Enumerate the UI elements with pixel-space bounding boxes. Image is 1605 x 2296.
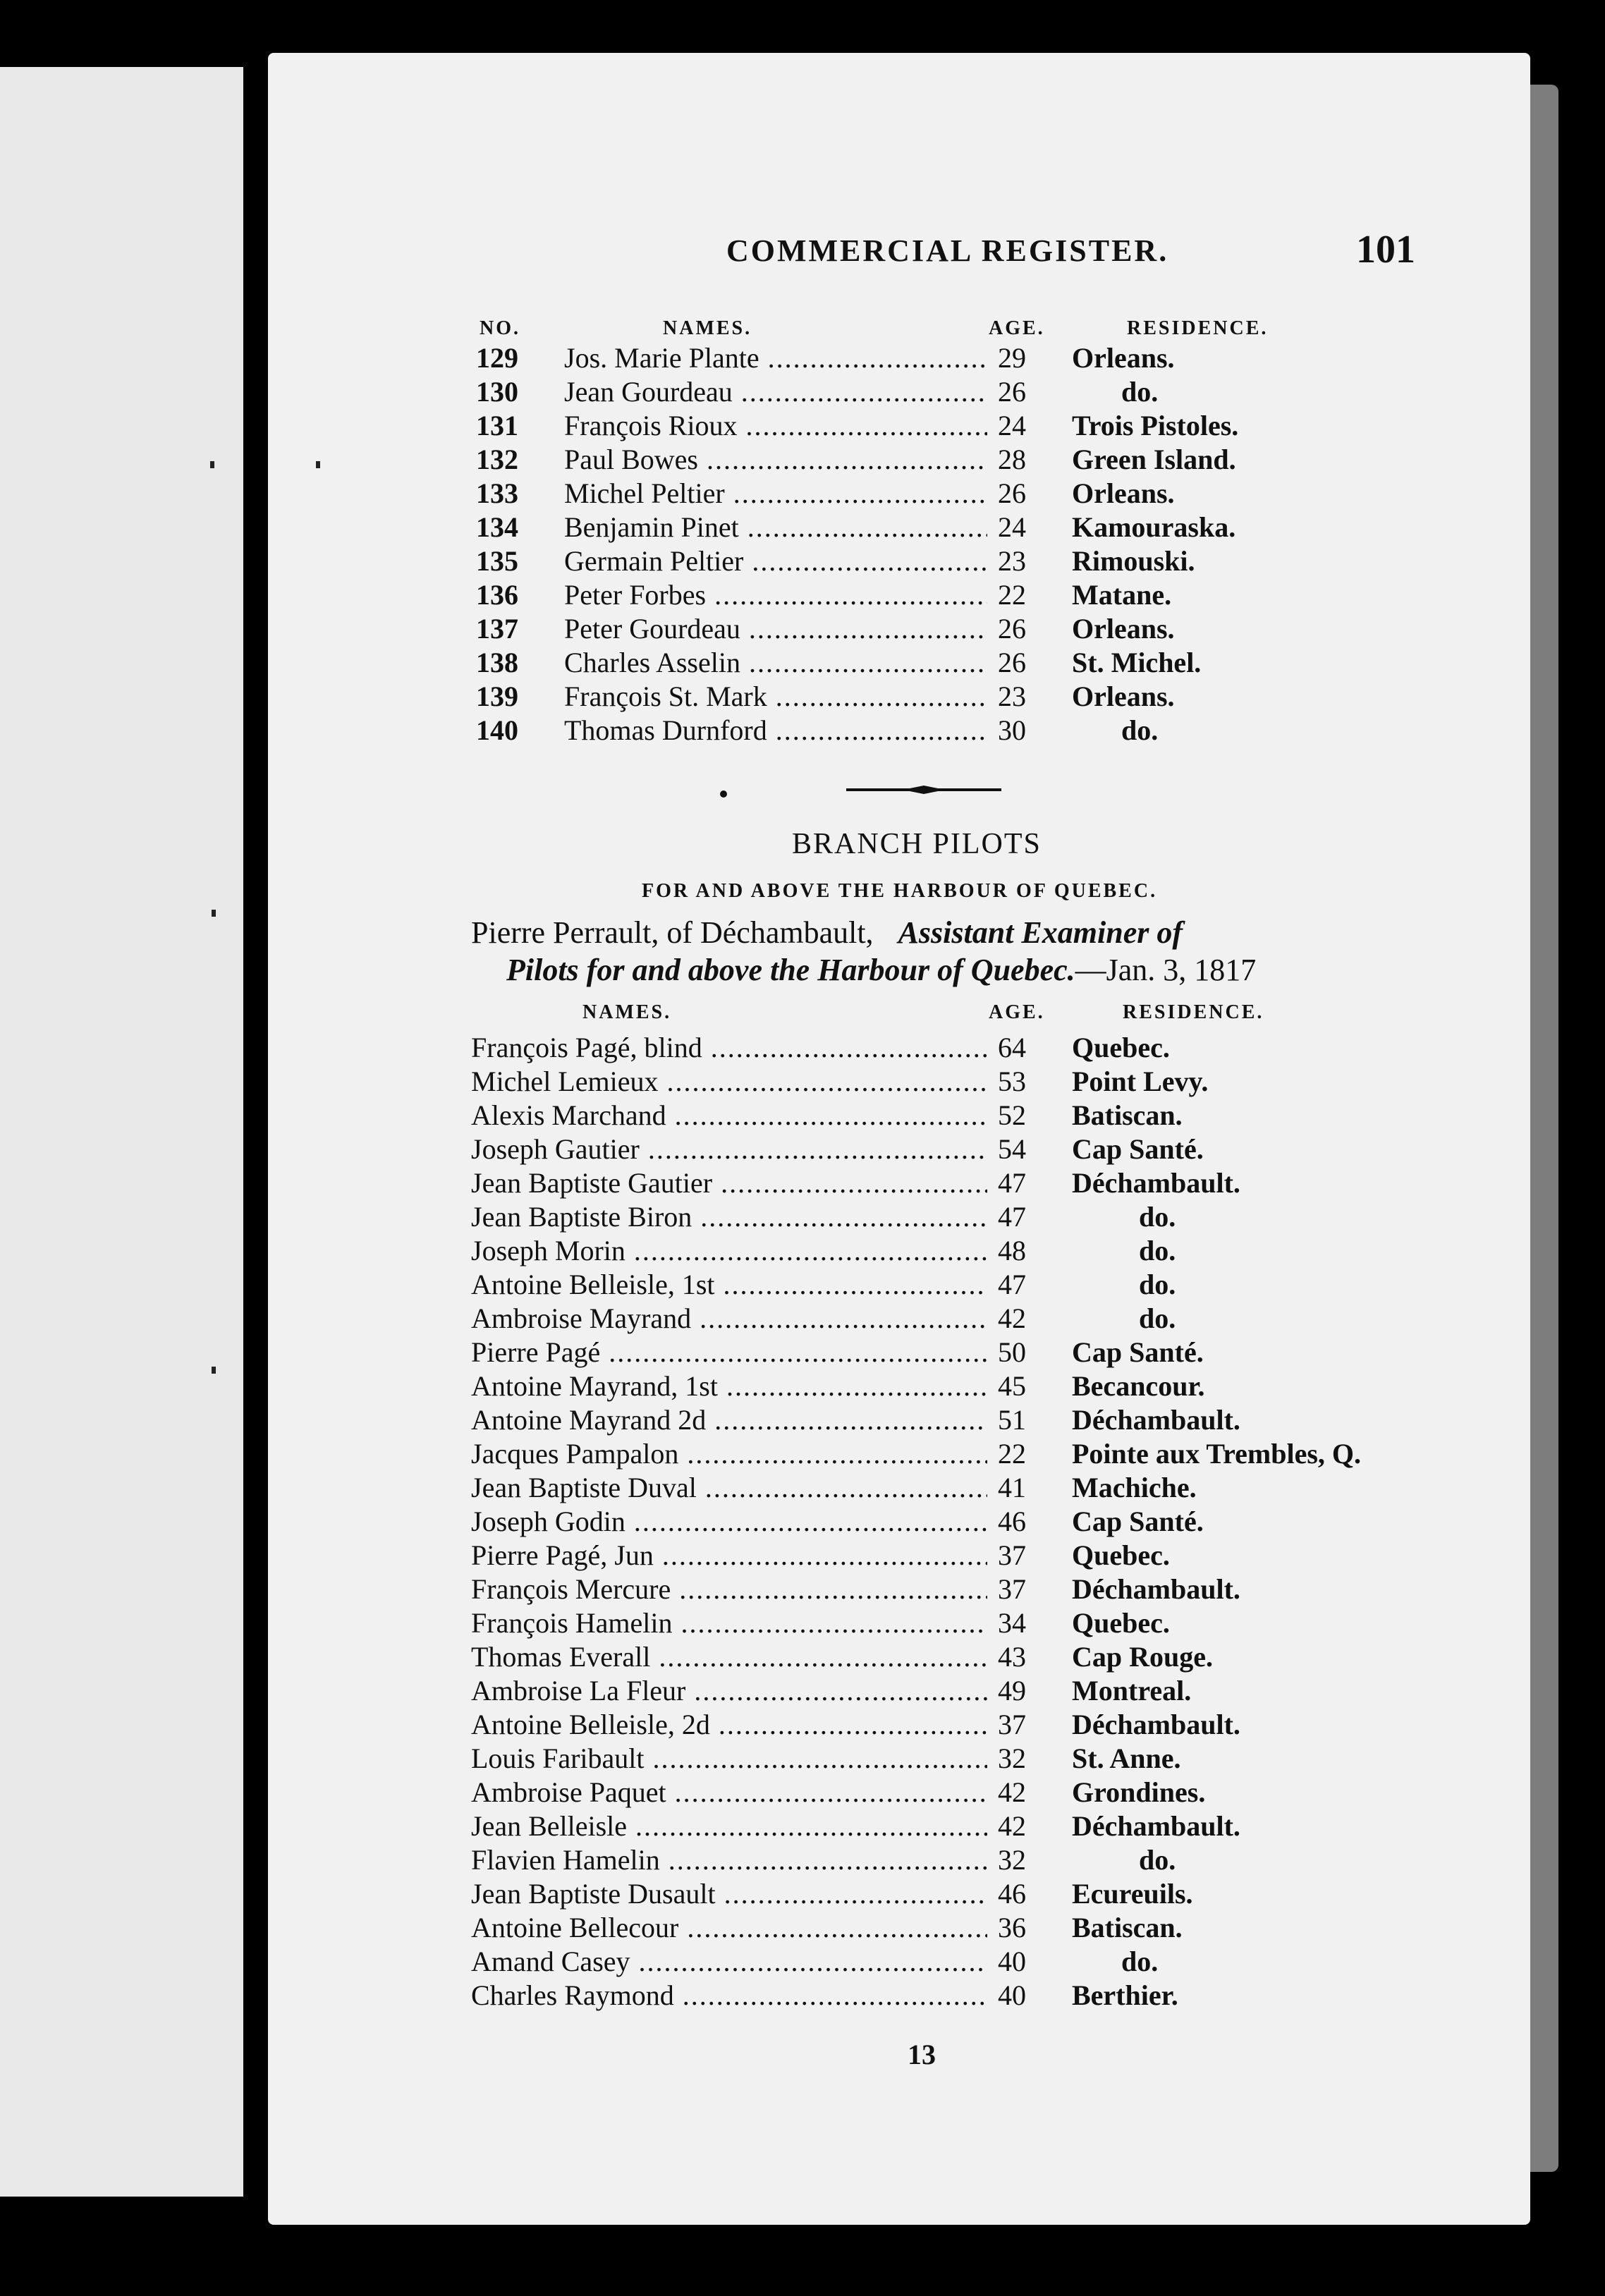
col-header-no: NO. [480,317,520,339]
pilot-residence: St. Anne. [1072,1742,1181,1774]
section-title: BRANCH PILOTS [792,828,1042,860]
pilot-name: Jean Baptiste Gautier ..... [471,1166,987,1200]
pilot-residence: Grondines. [1072,1776,1206,1808]
pilot-age: 46 [987,1505,1037,1539]
table-row [0,714,1605,747]
table-row [0,680,1605,714]
pilot-residence: do. [1139,1302,1176,1334]
table-row [0,544,1605,578]
pilot-residence: Déchambault. [1072,1709,1240,1740]
table-row [0,1708,1605,1742]
section-divider-ornament [846,785,1001,795]
table-row [0,1268,1605,1302]
pilot-name: Jean Belleisle ..... [471,1809,987,1843]
pilot-name: Pierre Pagé, Jun ..... [471,1539,987,1573]
pilot-name: Charles Raymond ..... [471,1979,987,2013]
pilot-age: 26 [987,375,1037,409]
table-row [0,375,1605,409]
pilot-age: 24 [987,511,1037,544]
pilot-name: Paul Bowes ..... [564,443,987,477]
table-row [0,1843,1605,1877]
pilot-age: 50 [987,1336,1037,1369]
pilot-name: Germain Peltier ..... [564,544,987,578]
pilot-name: Ambroise Mayrand ..... [471,1302,987,1336]
pilot-residence: do. [1139,1201,1176,1233]
pilot-name: Michel Lemieux ..... [471,1065,987,1099]
pilot-name: François Hamelin ..... [471,1606,987,1640]
table-row [0,1200,1605,1234]
pilot-name: Flavien Hamelin ..... [471,1843,987,1877]
pilot-age: 26 [987,477,1037,511]
pilot-age: 42 [987,1776,1037,1809]
pilot-residence: Déchambault. [1072,1167,1240,1199]
pilot-age: 53 [987,1065,1037,1099]
pilot-residence: Berthier. [1072,1979,1178,2011]
pilot-residence: Cap Rouge. [1072,1641,1214,1673]
table-row [0,1369,1605,1403]
col-header-names: NAMES. [582,1001,672,1023]
row-number: 136 [476,579,518,611]
pilot-name: Michel Peltier ..... [564,477,987,511]
pilot-age: 51 [987,1403,1037,1437]
table-row [0,1945,1605,1979]
table-row [0,1505,1605,1539]
row-number: 134 [476,511,518,543]
pilot-age: 42 [987,1809,1037,1843]
pilot-age: 32 [987,1843,1037,1877]
pilot-name: Alexis Marchand ..... [471,1099,987,1132]
pilot-age: 48 [987,1234,1037,1268]
pilot-name: Antoine Mayrand, 1st ..... [471,1369,987,1403]
table-row [0,1099,1605,1132]
pilot-age: 28 [987,443,1037,477]
pilot-name: Jean Baptiste Biron ..... [471,1200,987,1234]
pilot-residence: Batiscan. [1072,1099,1183,1131]
pilot-age: 41 [987,1471,1037,1505]
pilot-residence: Cap Santé. [1072,1336,1204,1368]
row-number: 131 [476,410,518,441]
pilot-age: 45 [987,1369,1037,1403]
table-row [0,341,1605,375]
pilot-name: François Rioux ..... [564,409,987,443]
table-row [0,1234,1605,1268]
pilot-age: 47 [987,1166,1037,1200]
col-header-age: AGE. [989,317,1045,339]
pilot-residence: Cap Santé. [1072,1506,1204,1537]
pilot-age: 23 [987,544,1037,578]
table-row [0,1606,1605,1640]
pilot-age: 26 [987,612,1037,646]
pilot-age: 40 [987,1979,1037,2013]
row-number: 129 [476,342,518,374]
pilot-age: 22 [987,578,1037,612]
table-row [0,1336,1605,1369]
row-number: 140 [476,714,518,746]
table-row [0,477,1605,511]
pilot-name: Jacques Pampalon ..... [471,1437,987,1471]
pilot-residence: Pointe aux Trembles, Q. [1072,1438,1361,1470]
pilot-age: 23 [987,680,1037,714]
table-row [0,1132,1605,1166]
signature-mark: 13 [908,2039,936,2070]
table-row [0,1911,1605,1945]
pilot-age: 43 [987,1640,1037,1674]
examiner-notice-line-1 [471,915,1183,951]
pilot-age: 54 [987,1132,1037,1166]
examiner-role-cont: Pilots for and above the Harbour of Quebec. [506,953,1075,987]
pilot-name: Peter Forbes ..... [564,578,987,612]
pilot-residence: Ecureuils. [1072,1878,1193,1910]
pilot-name: Amand Casey ..... [471,1945,987,1979]
pilot-residence: do. [1139,1844,1176,1876]
pilot-name: Joseph Gautier ..... [471,1132,987,1166]
pilot-residence: Orleans. [1072,342,1175,374]
pilot-name: Antoine Bellecour ..... [471,1911,987,1945]
table-row [0,1877,1605,1911]
table-row [0,612,1605,646]
table-row [0,578,1605,612]
pilot-residence: Déchambault. [1072,1573,1240,1605]
col-header-residence: RESIDENCE. [1127,317,1269,339]
pilot-name: Antoine Belleisle, 1st ..... [471,1268,987,1302]
pilot-age: 49 [987,1674,1037,1708]
examiner-name: Pierre Perrault, of Déchambault, [471,915,874,950]
pilot-name: Louis Faribault ..... [471,1742,987,1776]
pilot-age: 26 [987,646,1037,680]
table-row [0,1437,1605,1471]
table-row [0,1403,1605,1437]
pilot-age: 24 [987,409,1037,443]
pilot-name: François St. Mark ..... [564,680,987,714]
pilot-residence: Green Island. [1072,444,1236,475]
pilot-residence: Déchambault. [1072,1810,1240,1842]
row-number: 130 [476,376,518,408]
pilot-residence: do. [1121,376,1159,408]
pilot-name: Jean Baptiste Dusault ..... [471,1877,987,1911]
row-number: 133 [476,477,518,509]
pilot-name: Jean Baptiste Duval ..... [471,1471,987,1505]
pilot-age: 42 [987,1302,1037,1336]
pilot-age: 52 [987,1099,1037,1132]
pilot-age: 37 [987,1708,1037,1742]
pilot-age: 22 [987,1437,1037,1471]
table-row [0,1809,1605,1843]
ink-dot [720,790,727,798]
table-row [0,511,1605,544]
pilot-name: François Pagé, blind ..... [471,1031,987,1065]
pilot-name: Joseph Morin ..... [471,1234,987,1268]
pilot-age: 30 [987,714,1037,747]
pilot-residence: Quebec. [1072,1539,1170,1571]
pilot-age: 29 [987,341,1037,375]
pilot-residence: Rimouski. [1072,545,1195,577]
pilot-age: 40 [987,1945,1037,1979]
pilot-age: 36 [987,1911,1037,1945]
pilot-name: Antoine Belleisle, 2d ..... [471,1708,987,1742]
pilot-residence: Orleans. [1072,680,1175,712]
pilot-name: François Mercure ..... [471,1573,987,1606]
pilot-age: 47 [987,1200,1037,1234]
pilot-name: Charles Asselin ..... [564,646,987,680]
row-number: 132 [476,444,518,475]
pilot-residence: Point Levy. [1072,1065,1209,1097]
pilot-name: Pierre Pagé ..... [471,1336,987,1369]
pilot-residence: Matane. [1072,579,1172,611]
table-row [0,1302,1605,1336]
table-row [0,1776,1605,1809]
pilot-age: 64 [987,1031,1037,1065]
pilot-residence: Montreal. [1072,1675,1192,1706]
pilot-name: Thomas Durnford ..... [564,714,987,747]
table-row [0,443,1605,477]
table-row [0,1640,1605,1674]
pilot-residence: do. [1139,1235,1176,1266]
pilot-age: 46 [987,1877,1037,1911]
row-number: 135 [476,545,518,577]
table-row [0,1979,1605,2013]
table-row [0,1471,1605,1505]
pilot-residence: Quebec. [1072,1607,1170,1639]
table-row [0,1166,1605,1200]
examiner-role: Assistant Examiner of [898,915,1183,950]
pilot-age: 47 [987,1268,1037,1302]
pilot-name: Peter Gourdeau ..... [564,612,987,646]
pilot-age: 37 [987,1539,1037,1573]
pilot-name: Jean Gourdeau ..... [564,375,987,409]
pilot-age: 34 [987,1606,1037,1640]
appointment-date: —Jan. 3, 1817 [1075,953,1257,987]
table-row [0,1742,1605,1776]
speck [212,910,216,917]
pilot-name: Ambroise La Fleur ..... [471,1674,987,1708]
row-number: 138 [476,647,518,678]
row-number: 139 [476,680,518,712]
section-subtitle: FOR AND ABOVE THE HARBOUR OF QUEBEC. [642,880,1158,902]
examiner-notice-line-2 [506,952,1256,988]
table-row [0,409,1605,443]
row-number: 137 [476,613,518,645]
pilot-residence: Déchambault. [1072,1404,1240,1436]
pilot-residence: Orleans. [1072,613,1175,645]
pilot-name: Benjamin Pinet ..... [564,511,987,544]
table-row [0,1065,1605,1099]
pilot-residence: Kamouraska. [1072,511,1236,543]
pilot-residence: do. [1139,1269,1176,1300]
pilot-name: Jos. Marie Plante ..... [564,341,987,375]
col-header-age: AGE. [989,1001,1045,1023]
pilot-residence: Orleans. [1072,477,1175,509]
table-row [0,1031,1605,1065]
pilot-residence: do. [1121,1946,1159,1977]
pilot-residence: Quebec. [1072,1032,1170,1063]
table-row [0,1539,1605,1573]
pilot-residence: Batiscan. [1072,1912,1183,1943]
pilot-residence: St. Michel. [1072,647,1202,678]
page-number: 101 [1356,228,1415,271]
pilot-age: 37 [987,1573,1037,1606]
pilot-residence: Becancour. [1072,1370,1205,1402]
pilot-name: Thomas Everall ..... [471,1640,987,1674]
pilot-residence: do. [1121,714,1159,746]
pilot-residence: Trois Pistoles. [1072,410,1239,441]
pilot-residence: Machiche. [1072,1472,1197,1503]
col-header-residence: RESIDENCE. [1123,1001,1264,1023]
running-head: COMMERCIAL REGISTER. [726,233,1169,268]
pilot-residence: Cap Santé. [1072,1133,1204,1165]
col-header-names: NAMES. [663,317,752,339]
pilot-name: Antoine Mayrand 2d ..... [471,1403,987,1437]
pilot-age: 32 [987,1742,1037,1776]
table-row [0,1674,1605,1708]
table-row [0,646,1605,680]
pilot-name: Joseph Godin ..... [471,1505,987,1539]
pilot-name: Ambroise Paquet ..... [471,1776,987,1809]
table-row [0,1573,1605,1606]
